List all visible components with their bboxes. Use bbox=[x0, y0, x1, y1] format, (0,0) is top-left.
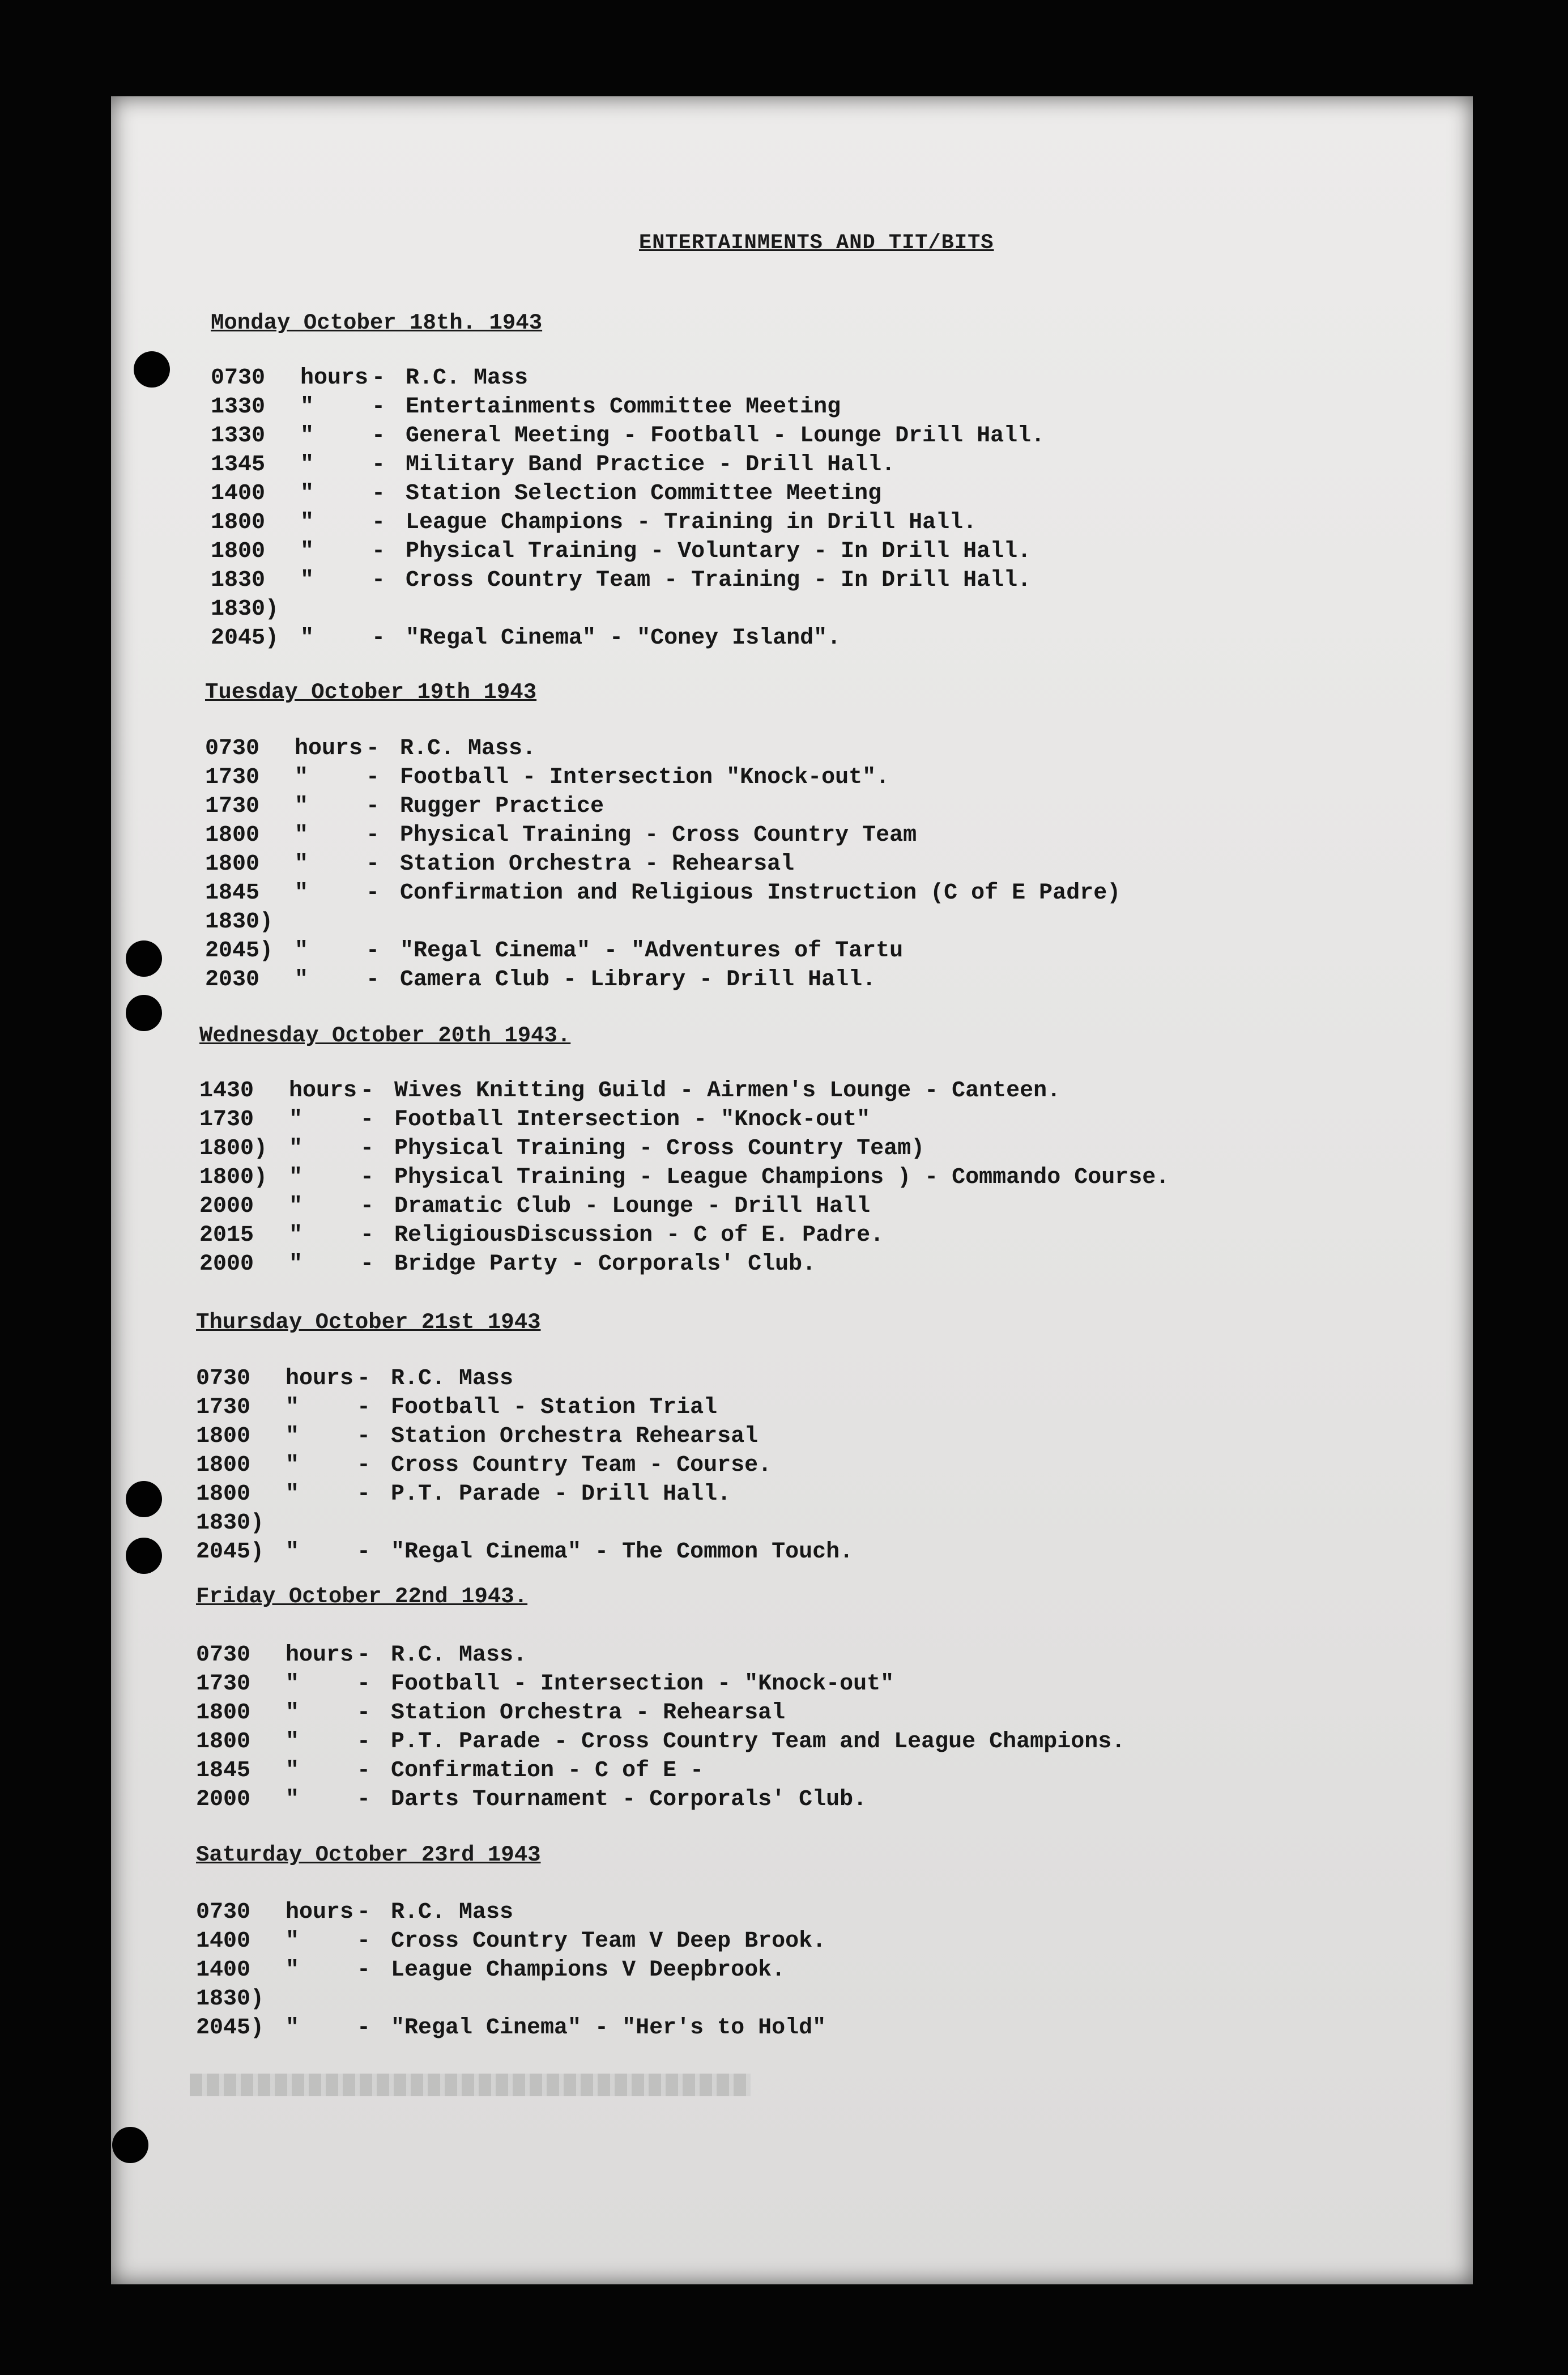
entry-event: R.C. Mass bbox=[406, 365, 529, 391]
entry-time: 1830) bbox=[196, 1510, 265, 1536]
schedule-entry: 1800 " - Station Orchestra - Rehearsal bbox=[196, 1699, 1125, 1727]
entry-time: 2045) bbox=[205, 938, 274, 964]
schedule-entry: 1730 " - Football - Station Trial bbox=[196, 1393, 853, 1422]
entry-event: League Champions V Deepbrook. bbox=[391, 1957, 786, 1983]
entry-time: 1830) bbox=[196, 1986, 265, 2012]
schedule-wednesday bbox=[199, 1076, 1169, 1279]
entry-unit: " bbox=[289, 1223, 303, 1248]
entry-time: 2030 bbox=[205, 967, 260, 993]
schedule-entry: 0730 hours - R.C. Mass. bbox=[205, 734, 1120, 763]
entry-unit: " bbox=[286, 1671, 300, 1697]
entry-unit: hours bbox=[286, 1900, 354, 1925]
entry-unit: " bbox=[289, 1136, 303, 1161]
entry-event: "Regal Cinema" - "Her's to Hold" bbox=[391, 2015, 826, 2041]
entry-unit: " bbox=[286, 1787, 300, 1812]
entry-event: Football - Intersection "Knock-out". bbox=[400, 765, 890, 790]
schedule-monday bbox=[211, 364, 1045, 653]
schedule-entry: 2045) " - "Regal Cinema" - "Her's to Hold" bbox=[196, 2014, 826, 2042]
document-title: ENTERTAINMENTS AND TIT/BITS bbox=[639, 231, 994, 255]
entry-event: Physical Training - Cross Country Team) bbox=[394, 1136, 925, 1161]
entry-event: Physical Training - League Champions ) - Commando Course. bbox=[394, 1165, 1170, 1190]
entry-event: General Meeting - Football - Lounge Drill Hall. bbox=[406, 423, 1045, 449]
entry-event: Station Orchestra Rehearsal bbox=[391, 1424, 759, 1449]
schedule-entry: 1400 " - Station Selection Committee Meeting bbox=[211, 479, 1045, 508]
entry-unit: hours bbox=[300, 365, 369, 391]
schedule-saturday bbox=[196, 1898, 826, 2042]
entry-unit: " bbox=[286, 1539, 300, 1565]
entry-time: 0730 bbox=[196, 1642, 251, 1668]
entry-time: 1830 bbox=[211, 568, 266, 593]
entry-event: Cross Country Team V Deep Brook. bbox=[391, 1929, 826, 1954]
entry-unit: " bbox=[286, 1700, 300, 1726]
schedule-entry: 1400 " - Cross Country Team V Deep Brook. bbox=[196, 1927, 826, 1956]
entry-time: 1800 bbox=[196, 1482, 251, 1507]
entry-time: 2045) bbox=[211, 625, 279, 651]
day-heading-monday: Monday October 18th. 1943 bbox=[211, 310, 543, 335]
entry-event: ReligiousDiscussion - C of E. Padre. bbox=[394, 1223, 884, 1248]
entry-time: 1330 bbox=[211, 423, 266, 449]
entry-event: Wives Knitting Guild - Airmen's Lounge - Canteen. bbox=[394, 1078, 1061, 1104]
entry-time: 1800 bbox=[205, 852, 260, 877]
schedule-entry: 1800) " - Physical Training - League Champions ) - Commando Course. bbox=[199, 1163, 1169, 1192]
punch-hole bbox=[126, 1481, 162, 1517]
schedule-entry: 2000 " - Bridge Party - Corporals' Club. bbox=[199, 1250, 1169, 1279]
entry-time: 2045) bbox=[196, 2015, 265, 2041]
entry-event: Cross Country Team - Training - In Drill Hall. bbox=[406, 568, 1032, 593]
entry-event: Confirmation - C of E - bbox=[391, 1758, 704, 1784]
entry-time: 0730 bbox=[211, 365, 266, 391]
entry-event: Bridge Party - Corporals' Club. bbox=[394, 1252, 816, 1277]
schedule-entry: 2000 " - Dramatic Club - Lounge - Drill Hall bbox=[199, 1192, 1169, 1221]
entry-unit: " bbox=[286, 1424, 300, 1449]
schedule-entry: 2045) " - "Regal Cinema" - "Coney Island". bbox=[211, 624, 1045, 653]
entry-time: 1730 bbox=[199, 1107, 254, 1133]
entry-unit: " bbox=[286, 1395, 300, 1420]
entry-event: Station Selection Committee Meeting bbox=[406, 481, 882, 507]
entry-unit: " bbox=[289, 1252, 303, 1277]
entry-event: Football - Station Trial bbox=[391, 1395, 718, 1420]
entry-time: 0730 bbox=[196, 1900, 251, 1925]
entry-time: 0730 bbox=[205, 736, 260, 761]
schedule-entry bbox=[211, 595, 1045, 624]
schedule-entry: 1800 " - Physical Training - Voluntary - In Drill Hall. bbox=[211, 537, 1045, 566]
entry-unit: " bbox=[289, 1165, 303, 1190]
entry-event: R.C. Mass. bbox=[391, 1642, 527, 1668]
entry-time: 1730 bbox=[196, 1671, 251, 1697]
schedule-entry: 1730 " - Football - Intersection "Knock-out". bbox=[205, 763, 1120, 792]
entry-unit: " bbox=[286, 1758, 300, 1784]
entry-time: 1800 bbox=[211, 510, 266, 535]
schedule-entry: 0730 hours - R.C. Mass. bbox=[196, 1641, 1125, 1670]
entry-time: 1400 bbox=[196, 1929, 251, 1954]
entry-unit: " bbox=[300, 423, 314, 449]
entry-unit: hours bbox=[295, 736, 363, 761]
entry-unit: " bbox=[300, 481, 314, 507]
entry-unit: " bbox=[300, 625, 314, 651]
entry-event: R.C. Mass. bbox=[400, 736, 536, 761]
entry-event: "Regal Cinema" - The Common Touch. bbox=[391, 1539, 854, 1565]
entry-time: 1800 bbox=[196, 1453, 251, 1478]
entry-unit: " bbox=[300, 539, 314, 564]
entry-event: Entertainments Committee Meeting bbox=[406, 394, 841, 420]
entry-time: 1400 bbox=[196, 1957, 251, 1983]
entry-unit: " bbox=[289, 1107, 303, 1133]
entry-unit: " bbox=[295, 938, 309, 964]
entry-time: 1800) bbox=[199, 1165, 268, 1190]
entry-unit: " bbox=[300, 452, 314, 478]
schedule-entry: 2045) " - "Regal Cinema" - "Adventures of Tartu bbox=[205, 937, 1120, 965]
schedule-tuesday bbox=[205, 734, 1120, 994]
entry-event: Dramatic Club - Lounge - Drill Hall bbox=[394, 1194, 871, 1219]
entry-unit: hours bbox=[286, 1366, 354, 1391]
entry-unit: " bbox=[295, 765, 309, 790]
schedule-entry: 1345 " - Military Band Practice - Drill Hall. bbox=[211, 450, 1045, 479]
schedule-entry: 2045) " - "Regal Cinema" - The Common Touch. bbox=[196, 1538, 853, 1567]
schedule-entry: 2030 " - Camera Club - Library - Drill Hall. bbox=[205, 965, 1120, 994]
schedule-entry: 1800 " - Physical Training - Cross Country Team bbox=[205, 821, 1120, 850]
entry-unit: " bbox=[295, 794, 309, 819]
entry-time: 1345 bbox=[211, 452, 266, 478]
schedule-entry: 1830 " - Cross Country Team - Training - In Drill Hall. bbox=[211, 566, 1045, 595]
schedule-entry: 1800 " - Station Orchestra Rehearsal bbox=[196, 1422, 853, 1451]
entry-event: R.C. Mass bbox=[391, 1366, 514, 1391]
schedule-entry: 1800) " - Physical Training - Cross Country Team) bbox=[199, 1134, 1169, 1163]
entry-unit: hours bbox=[289, 1078, 357, 1104]
schedule-entry: 1800 " - P.T. Parade - Drill Hall. bbox=[196, 1480, 853, 1509]
entry-time: 1830) bbox=[205, 909, 274, 935]
entry-time: 1800 bbox=[211, 539, 266, 564]
schedule-entry: 0730 hours - R.C. Mass bbox=[196, 1364, 853, 1393]
entry-time: 1845 bbox=[205, 880, 260, 906]
schedule-entry: 0730 hours - R.C. Mass bbox=[211, 364, 1045, 393]
schedule-entry: 1800 " - P.T. Parade - Cross Country Team and League Champions. bbox=[196, 1727, 1125, 1756]
entry-time: 1730 bbox=[205, 765, 260, 790]
entry-time: 2000 bbox=[199, 1194, 254, 1219]
schedule-entry: 1800 " - Station Orchestra - Rehearsal bbox=[205, 850, 1120, 879]
entry-time: 1800) bbox=[199, 1136, 268, 1161]
faded-bleed-through-text bbox=[190, 2074, 751, 2096]
schedule-entry bbox=[196, 1509, 853, 1538]
entry-event: League Champions - Training in Drill Hall. bbox=[406, 510, 977, 535]
entry-unit: " bbox=[300, 394, 314, 420]
entry-unit: " bbox=[295, 823, 309, 848]
entry-unit: " bbox=[300, 568, 314, 593]
entry-unit: " bbox=[295, 852, 309, 877]
schedule-entry: 1845 " - Confirmation and Religious Instruction (C of E Padre) bbox=[205, 879, 1120, 908]
entry-event: Confirmation and Religious Instruction (C of E Padre) bbox=[400, 880, 1121, 906]
entry-event: Station Orchestra - Rehearsal bbox=[391, 1700, 786, 1726]
entry-event: Football - Intersection - "Knock-out" bbox=[391, 1671, 894, 1697]
day-heading-wednesday: Wednesday October 20th 1943. bbox=[199, 1023, 571, 1048]
entry-time: 1730 bbox=[196, 1395, 251, 1420]
entry-time: 1400 bbox=[211, 481, 266, 507]
entry-time: 1330 bbox=[211, 394, 266, 420]
schedule-thursday bbox=[196, 1364, 853, 1567]
entry-event: P.T. Parade - Cross Country Team and League Champions. bbox=[391, 1729, 1126, 1755]
schedule-entry: 2000 " - Darts Tournament - Corporals' Club. bbox=[196, 1785, 1125, 1814]
entry-unit: " bbox=[286, 1929, 300, 1954]
entry-event: "Regal Cinema" - "Coney Island". bbox=[406, 625, 841, 651]
entry-time: 1830) bbox=[211, 597, 279, 622]
entry-time: 2000 bbox=[196, 1787, 251, 1812]
entry-unit: " bbox=[286, 1453, 300, 1478]
entry-unit: " bbox=[286, 2015, 300, 2041]
entry-time: 1800 bbox=[205, 823, 260, 848]
punch-hole bbox=[134, 351, 170, 388]
entry-unit: hours bbox=[286, 1642, 354, 1668]
schedule-entry bbox=[205, 908, 1120, 937]
day-heading-tuesday: Tuesday October 19th 1943 bbox=[205, 680, 537, 705]
entry-event: P.T. Parade - Drill Hall. bbox=[391, 1482, 731, 1507]
punch-hole bbox=[112, 2127, 148, 2163]
entry-unit: " bbox=[295, 880, 309, 906]
schedule-entry bbox=[196, 1985, 826, 2014]
schedule-entry: 2015 " - ReligiousDiscussion - C of E. Padre. bbox=[199, 1221, 1169, 1250]
schedule-entry: 1430 hours - Wives Knitting Guild - Airmen's Lounge - Canteen. bbox=[199, 1076, 1169, 1105]
entry-event: Camera Club - Library - Drill Hall. bbox=[400, 967, 876, 993]
schedule-entry: 1800 " - League Champions - Training in Drill Hall. bbox=[211, 508, 1045, 537]
entry-unit: " bbox=[286, 1482, 300, 1507]
schedule-entry: 1845 " - Confirmation - C of E - bbox=[196, 1756, 1125, 1785]
entry-event: Cross Country Team - Course. bbox=[391, 1453, 772, 1478]
punch-hole bbox=[126, 995, 162, 1031]
schedule-entry: 1730 " - Rugger Practice bbox=[205, 792, 1120, 821]
schedule-entry: 1800 " - Cross Country Team - Course. bbox=[196, 1451, 853, 1480]
punch-hole bbox=[126, 940, 162, 977]
entry-event: Darts Tournament - Corporals' Club. bbox=[391, 1787, 867, 1812]
schedule-friday bbox=[196, 1641, 1125, 1814]
entry-event: Physical Training - Voluntary - In Drill Hall. bbox=[406, 539, 1032, 564]
entry-event: Station Orchestra - Rehearsal bbox=[400, 852, 795, 877]
entry-unit: " bbox=[300, 510, 314, 535]
entry-unit: " bbox=[289, 1194, 303, 1219]
entry-event: Military Band Practice - Drill Hall. bbox=[406, 452, 896, 478]
schedule-entry: 1730 " - Football - Intersection - "Knock-out" bbox=[196, 1670, 1125, 1699]
entry-time: 1430 bbox=[199, 1078, 254, 1104]
entry-time: 2015 bbox=[199, 1223, 254, 1248]
entry-time: 1800 bbox=[196, 1729, 251, 1755]
schedule-entry: 1330 " - General Meeting - Football - Lounge Drill Hall. bbox=[211, 422, 1045, 450]
entry-time: 0730 bbox=[196, 1366, 251, 1391]
day-heading-saturday: Saturday October 23rd 1943 bbox=[196, 1842, 541, 1867]
entry-unit: " bbox=[295, 967, 309, 993]
entry-time: 2045) bbox=[196, 1539, 265, 1565]
entry-unit: " bbox=[286, 1957, 300, 1983]
punch-hole bbox=[126, 1538, 162, 1574]
entry-time: 1800 bbox=[196, 1424, 251, 1449]
entry-event: Rugger Practice bbox=[400, 794, 604, 819]
entry-time: 1730 bbox=[205, 794, 260, 819]
entry-time: 1800 bbox=[196, 1700, 251, 1726]
entry-event: Football Intersection - "Knock-out" bbox=[394, 1107, 871, 1133]
entry-event: "Regal Cinema" - "Adventures of Tartu bbox=[400, 938, 904, 964]
entry-event: R.C. Mass bbox=[391, 1900, 514, 1925]
day-heading-thursday: Thursday October 21st 1943 bbox=[196, 1310, 541, 1335]
entry-time: 1845 bbox=[196, 1758, 251, 1784]
schedule-entry: 1730 " - Football Intersection - "Knock-out" bbox=[199, 1105, 1169, 1134]
schedule-entry: 1400 " - League Champions V Deepbrook. bbox=[196, 1956, 826, 1985]
entry-unit: " bbox=[286, 1729, 300, 1755]
schedule-entry: 0730 hours - R.C. Mass bbox=[196, 1898, 826, 1927]
day-heading-friday: Friday October 22nd 1943. bbox=[196, 1584, 528, 1609]
schedule-entry: 1330 " - Entertainments Committee Meeting bbox=[211, 393, 1045, 422]
entry-time: 2000 bbox=[199, 1252, 254, 1277]
entry-event: Physical Training - Cross Country Team bbox=[400, 823, 917, 848]
